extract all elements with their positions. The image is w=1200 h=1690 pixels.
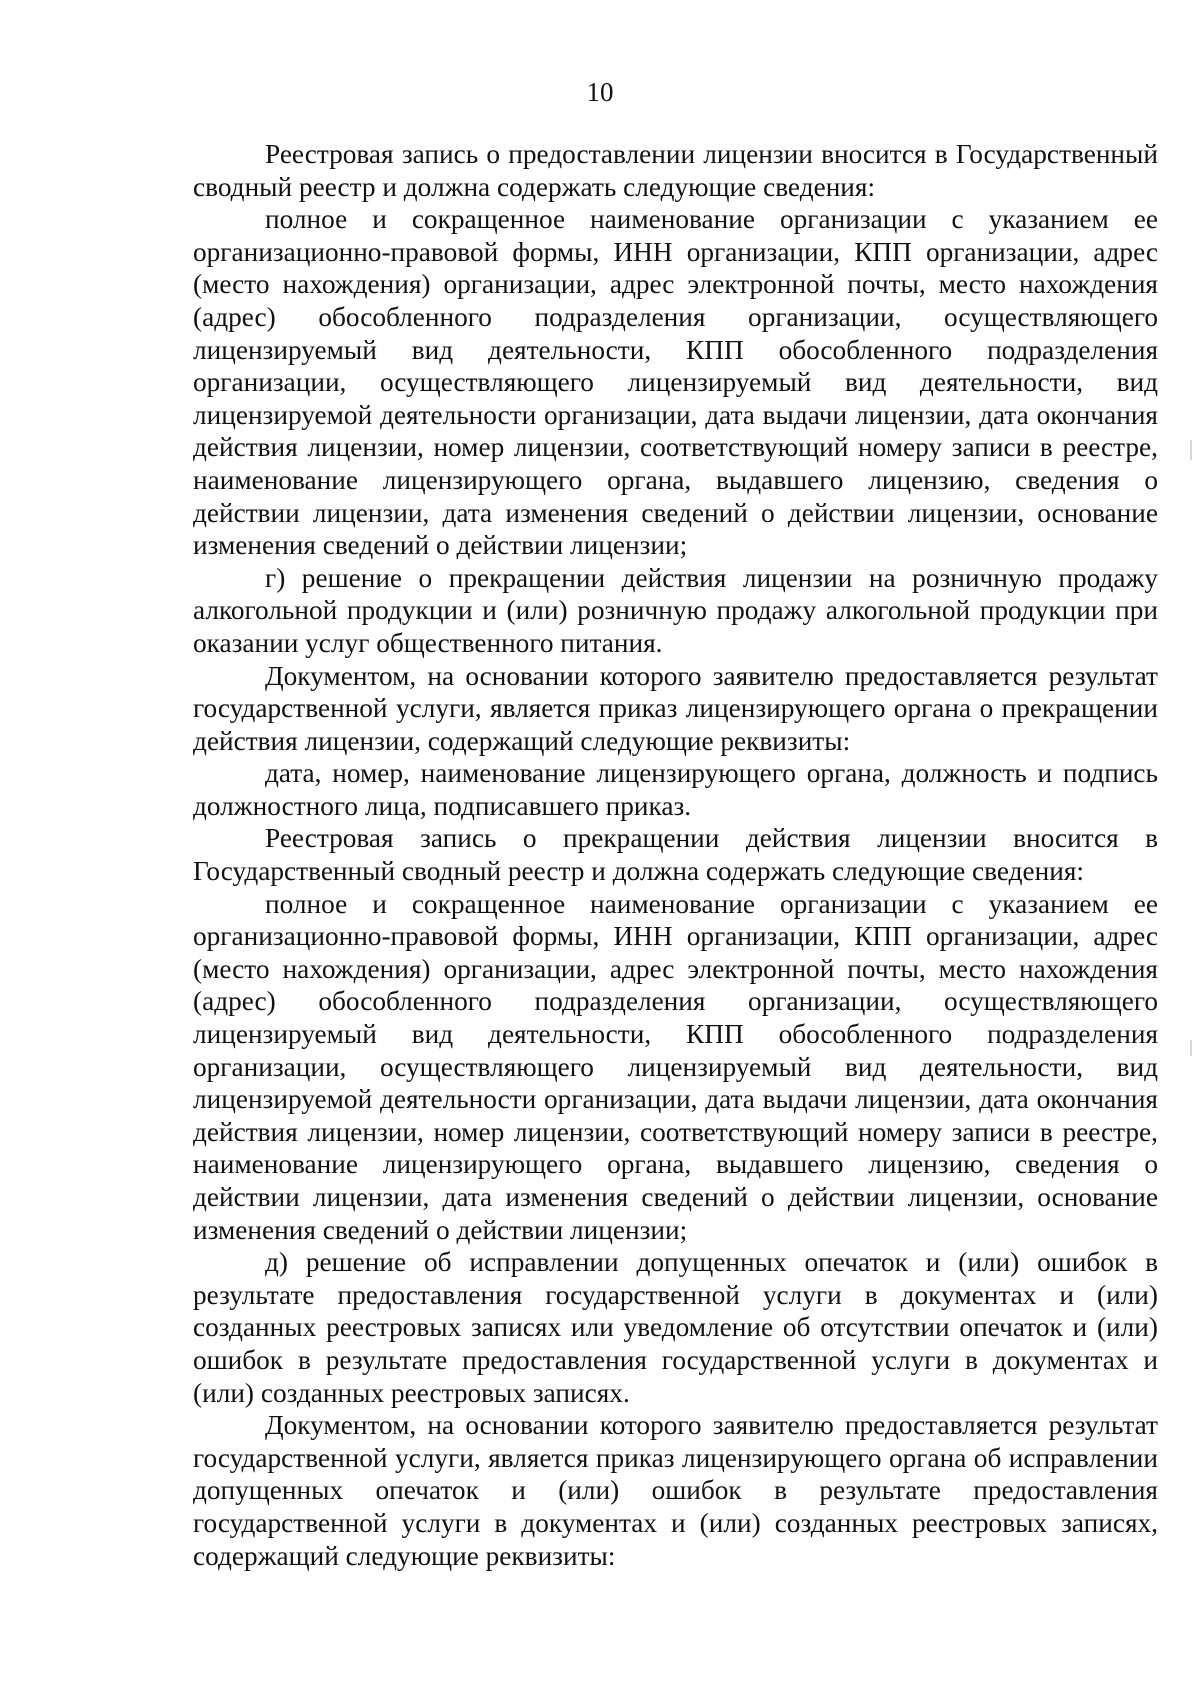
document-body (193, 138, 1158, 1572)
paragraph-registry-entry-grant: Реестровая запись о предоставлении лицензии вносится в Государственный сводный реестр и должна содержать следующие сведения: (193, 139, 1158, 202)
paragraph-item-d: д) решение об исправлении допущенных опечаток и (или) ошибок в результате предоставления государственной услуги в документах и (или) созданных реестровых записях или уведомление об отсутствии опечаток и (или) ошибок в результате предоставления государственной услуги в документах и (или) созданных реестровых записях. (193, 1247, 1158, 1408)
scan-edge-mark (1190, 1040, 1192, 1056)
paragraph-item-g: г) решение о прекращении действия лицензии на розничную продажу алкогольной продукции и (или) розничную продажу алкогольной продукции при оказании услуг общественного питания. (193, 562, 1158, 658)
paragraph-correction-order: Документом, на основании которого заявителю предоставляется результат государственной услуги, является приказ лицензирующего органа об исправлении допущенных опечаток и (или) ошибок в результате предоставления государственной услуги в документах и (или) созданных реестровых записях, содержащий следующие реквизиты: (193, 1410, 1158, 1571)
paragraph-termination-order: Документом, на основании которого заявителю предоставляется результат государственной услуги, является приказ лицензирующего органа о прекращении действия лицензии, содержащий следующие реквизиты: (193, 660, 1158, 756)
page-number: 10 (586, 77, 614, 107)
paragraph-registry-details-2: полное и сокращенное наименование организации с указанием ее организационно-правовой формы, ИНН организации, КПП организации, адрес (место нахождения) организации, адрес электронной почты, место нахождения (адрес) обособленного подразделения организации, осуществляющего лицензируемый вид деятельности, КПП обособленного подразделения организации, осуществляющего лицензируемый вид деятельности, вид лицензируемой деятельности организации, дата выдачи лицензии, дата окончания действия лицензии, номер лицензии, соответствующий номеру записи в реестре, наименование лицензирующего органа, выдавшего лицензию, сведения о действии лицензии, дата изменения сведений о действии лицензии, основание изменения сведений о действии лицензии; (193, 888, 1158, 1245)
paragraph-registry-details-1: полное и сокращенное наименование организации с указанием ее организационно-правовой формы, ИНН организации, КПП организации, адрес (место нахождения) организации, адрес электронной почты, место нахождения (адрес) обособленного подразделения организации, осуществляющего лицензируемый вид деятельности, КПП обособленного подразделения организации, осуществляющего лицензируемый вид деятельности, вид лицензируемой деятельности организации, дата выдачи лицензии, дата окончания действия лицензии, номер лицензии, соответствующий номеру записи в реестре, наименование лицензирующего органа, выдавшего лицензию, сведения о действии лицензии, дата изменения сведений о действии лицензии, основание изменения сведений о действии лицензии; (193, 204, 1158, 561)
paragraph-registry-entry-termination: Реестровая запись о прекращении действия лицензии вносится в Государственный сводный реестр и должна содержать следующие сведения: (193, 823, 1158, 887)
paragraph-order-requisites: дата, номер, наименование лицензирующего органа, должность и подпись должностного лица, подписавшего приказ. (193, 758, 1158, 821)
scan-edge-mark (1190, 440, 1192, 460)
